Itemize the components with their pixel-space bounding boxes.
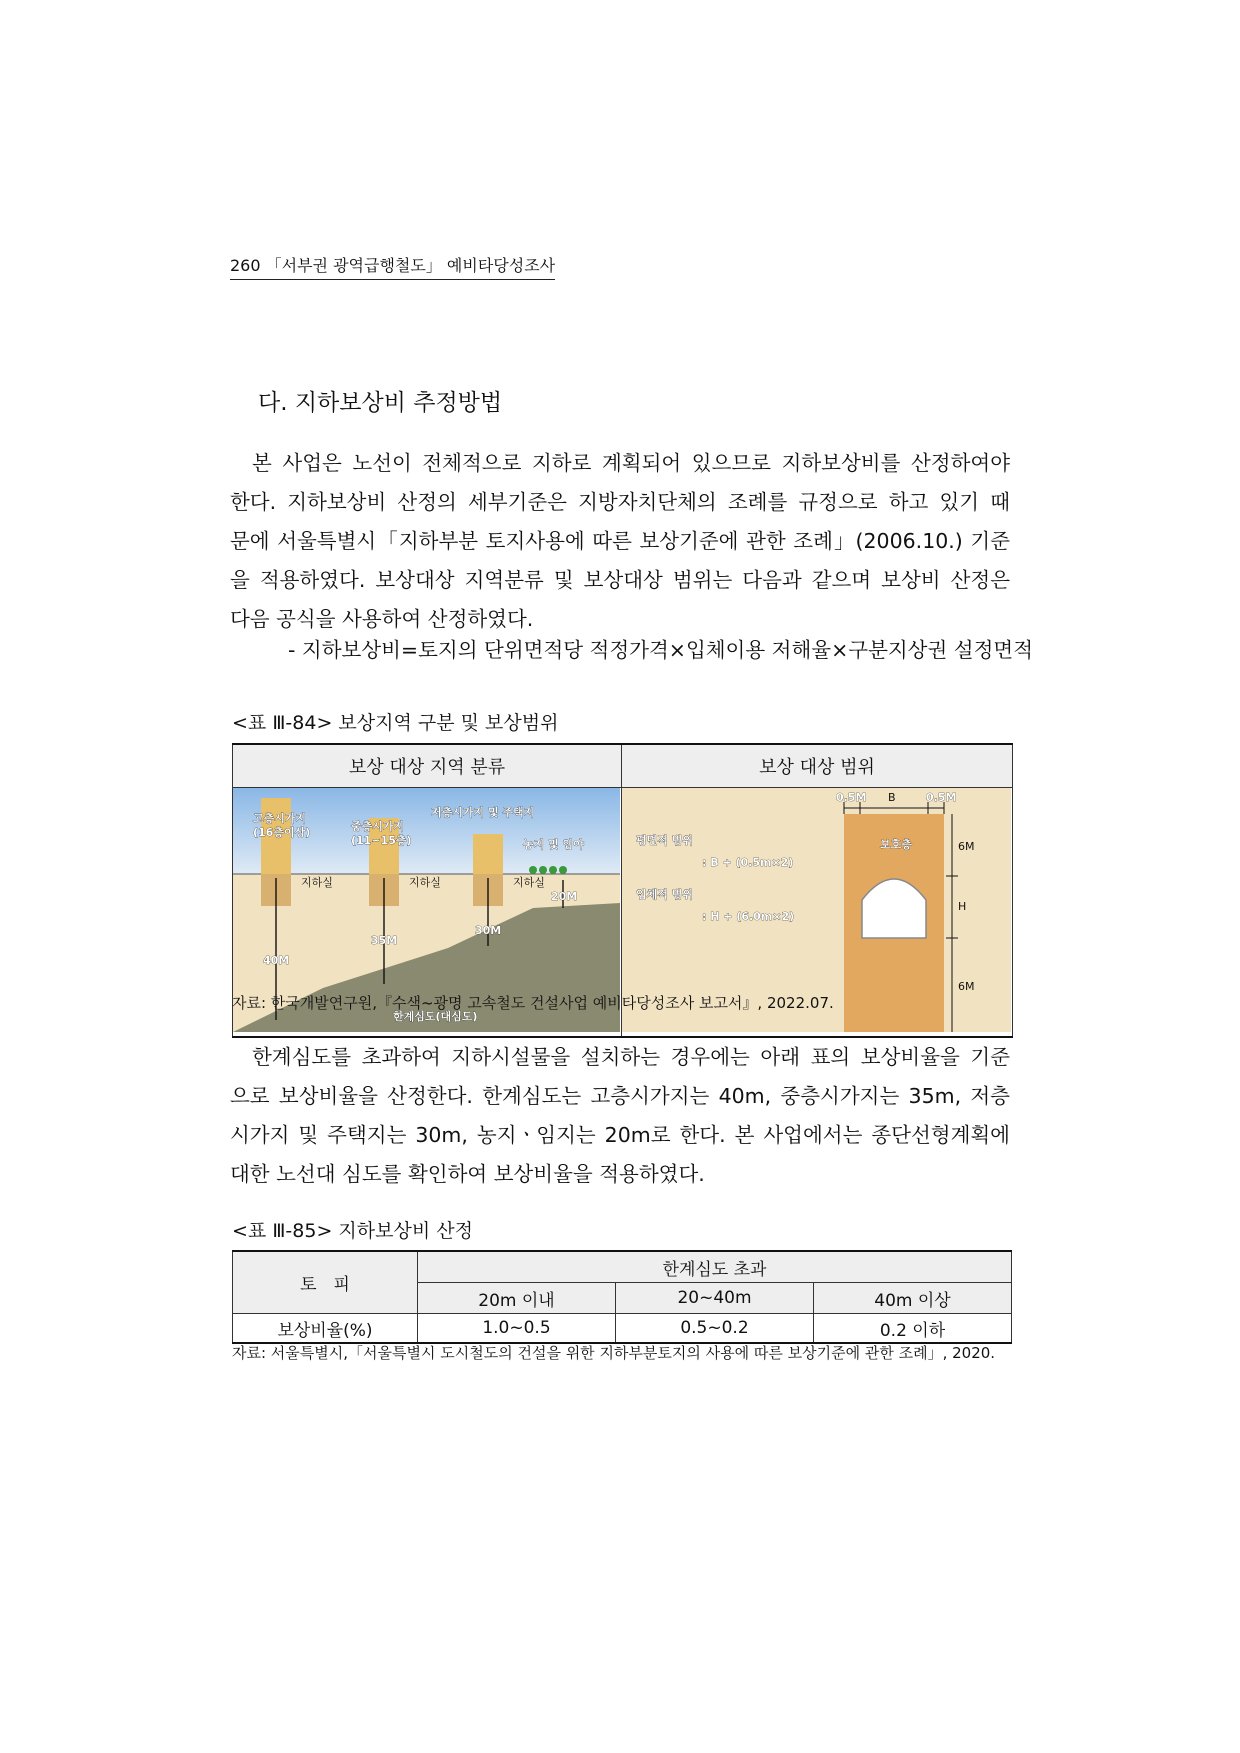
col-header: 40m 이상 [814, 1283, 1012, 1314]
margin-left-label: 0.5M [836, 791, 867, 804]
limit-depth-label: 한계심도(대심도) [393, 1010, 478, 1023]
report-title: 「서부권 광역급행철도」 예비타당성조사 [265, 256, 556, 275]
page-number: 260 [230, 256, 261, 275]
ratio-cell: 1.0~0.5 [418, 1314, 616, 1344]
para2-line: 한계심도를 초과하여 지하시설물을 설치하는 경우에는 아래 표의 보상비율을 기준 [252, 1045, 1010, 1069]
margin-right-label: 0.5M [926, 791, 957, 804]
top-6m-label: 6M [958, 840, 975, 853]
low-rise-building [473, 834, 503, 874]
cover-header: 토 피 [233, 1251, 418, 1314]
table85 [232, 1250, 1012, 1344]
high-rise-label: 고층시가지 [253, 812, 307, 825]
high-rise-sublabel: (16층이상) [253, 826, 311, 839]
flat-range-formula: : B + (0.5m×2) [702, 856, 794, 869]
h-label: H [958, 900, 967, 913]
ratio-cell: 0.5~0.2 [616, 1314, 814, 1344]
depth-20m: 20M [551, 890, 578, 903]
mid-rise-sublabel: (11~15층) [351, 834, 412, 847]
mid-rise-label: 중층시가지 [351, 820, 405, 833]
limit-depth-paragraph [230, 1038, 1010, 1194]
para1-line: 을 적용하였다. 보상대상 지역분류 및 보상대상 범위는 다음과 같으며 보상비 산정은 [230, 568, 1010, 592]
para2-line: 시가지 및 주택지는 30m, 농지ㆍ임지는 20m로 한다. 본 사업에서는 종단선형계획에 [230, 1123, 1010, 1147]
intro-paragraph [230, 444, 1010, 639]
col-header: 20~40m [616, 1283, 814, 1314]
basement-label: 지하실 [513, 876, 545, 889]
col-header: 20m 이내 [418, 1283, 616, 1314]
table84-header-left: 보상 대상 지역 분류 [233, 744, 622, 788]
volume-range-title: 입체적 범위 [636, 888, 693, 901]
bottom-6m-label: 6M [958, 980, 975, 993]
para1-line: 문에 서울특별시「지하부분 토지사용에 따른 보상기준에 관한 조례」(2006.10.) 기준 [230, 529, 1010, 553]
basement-label: 지하실 [409, 876, 441, 889]
table84-source: 자료: 한국개발연구원,『수색~광명 고속철도 건설사업 예비타당성조사 보고서』, 2022.07. [232, 994, 834, 1012]
formula-line: - 지하보상비=토지의 단위면적당 적정가격×입체이용 저해율×구분지상권 설정면적 [288, 638, 1034, 662]
table85-source: 자료: 서울특별시,「서울특별시 도시철도의 건설을 위한 지하부분토지의 사용에 따른 보상기준에 관한 조례」, 2020. [232, 1344, 996, 1362]
b-label: B [888, 791, 896, 804]
table84-header-right: 보상 대상 범위 [622, 744, 1013, 788]
volume-range-formula: : H + (6.0m×2) [702, 910, 795, 923]
table85-caption: <표 Ⅲ-85> 지하보상비 산정 [232, 1220, 473, 1242]
depth-35m: 35M [371, 934, 398, 947]
row-label: 보상비율(%) [233, 1314, 418, 1344]
basement-label: 지하실 [301, 876, 333, 889]
depth-40m: 40M [263, 954, 290, 967]
limit-excess-header: 한계심도 초과 [418, 1251, 1012, 1283]
section-title: 다. 지하보상비 추정방법 [258, 390, 503, 416]
depth-30m: 30M [475, 924, 502, 937]
para1-line: 본 사업은 노선이 전체적으로 지하로 계획되어 있으므로 지하보상비를 산정하여야 [252, 451, 1010, 475]
farm-label: 농지 및 임야 [523, 838, 584, 851]
para1-line: 한다. 지하보상비 산정의 세부기준은 지방자치단체의 조례를 규정으로 하고 있기 때 [230, 490, 1010, 514]
flat-range-title: 평면적 범위 [636, 834, 693, 847]
ratio-cell: 0.2 이하 [814, 1314, 1012, 1344]
para2-line: 대한 노선대 심도를 확인하여 보상비율을 적용하였다. [230, 1162, 705, 1186]
running-header [230, 253, 555, 280]
para2-line: 으로 보상비율을 산정한다. 한계심도는 고층시가지는 40m, 중층시가지는 35m, 저층 [230, 1084, 1010, 1108]
table84-caption: <표 Ⅲ-84> 보상지역 구분 및 보상범위 [232, 712, 559, 734]
para1-line: 다음 공식을 사용하여 산정하였다. [230, 607, 534, 631]
protection-layer-label: 보호층 [880, 838, 912, 851]
low-rise-label: 저층시가지 및 주택지 [431, 806, 535, 819]
